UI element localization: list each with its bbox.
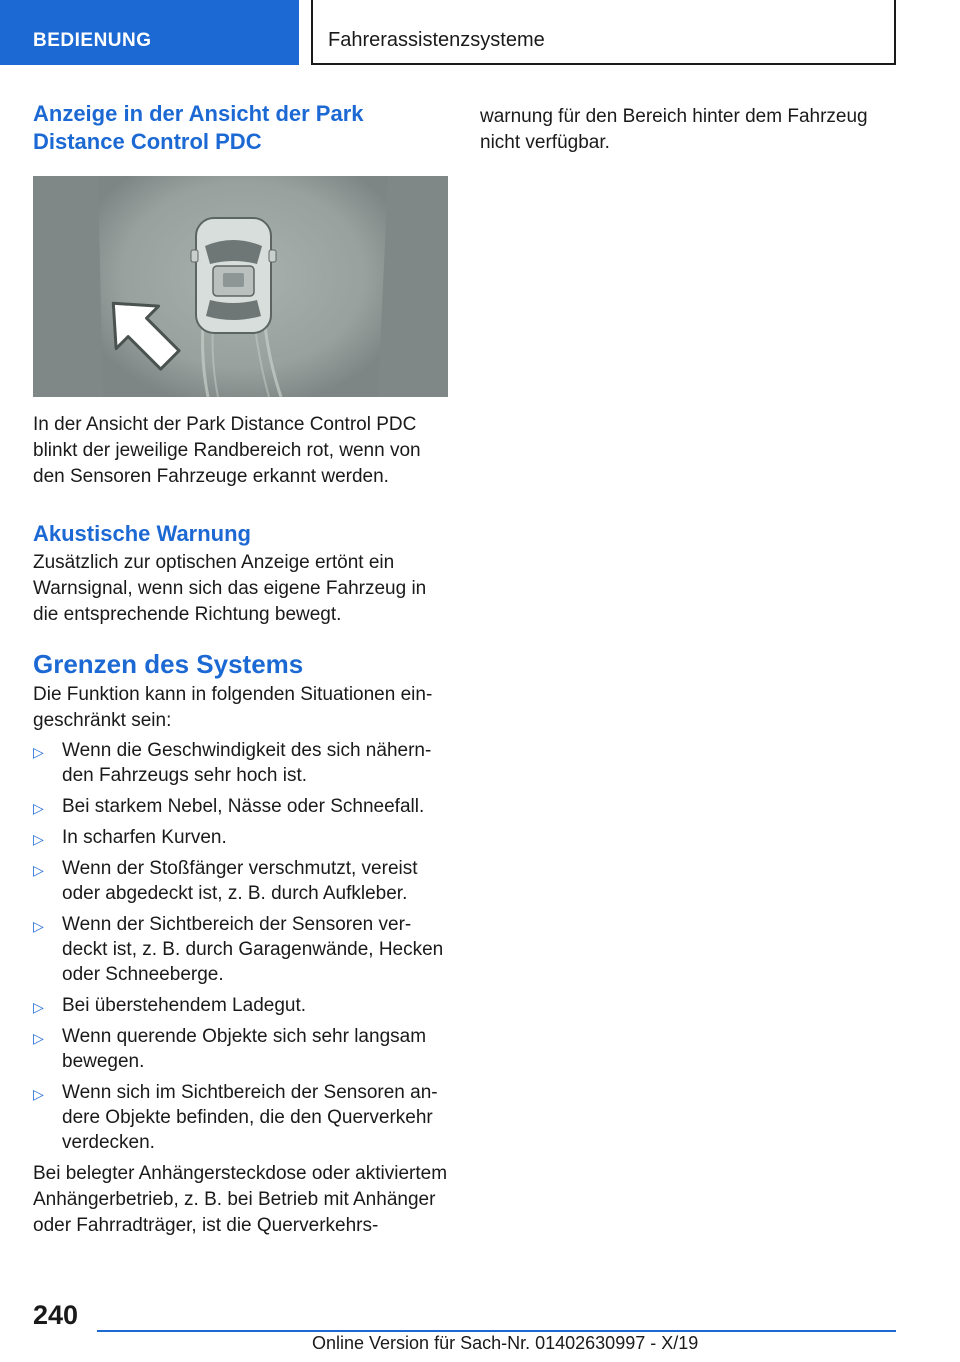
- list-item: ▷ Wenn sich im Sichtbereich der Sensoren andere Objekte befinden, die den Querverkehr verdecken.: [33, 1082, 438, 1153]
- triangle-bullet-icon: ▷: [33, 831, 44, 847]
- header-section-tab: [0, 0, 299, 65]
- paragraph-continued: warnung für den Bereich hinter dem Fahrzeug nicht verfügbar.: [480, 106, 868, 153]
- triangle-bullet-icon: ▷: [33, 800, 44, 816]
- paragraph-trailer: Bei belegter Anhängersteckdose oder aktiviertem Anhängerbetrieb, z. B. bei Betrieb mit Anhänger oder Fahrradträger, ist die Querverkehrs-: [33, 1163, 448, 1236]
- triangle-bullet-icon: ▷: [33, 744, 44, 760]
- heading-system-limits: Grenzen des Systems: [33, 649, 304, 679]
- page-number: 240: [33, 1300, 79, 1330]
- left-column: [33, 100, 448, 1239]
- list-item: ▷ Bei starkem Nebel, Nässe oder Schneefall.: [33, 794, 448, 819]
- list-item: ▷ Wenn querende Objekte sich sehr langsam bewegen.: [33, 1026, 427, 1072]
- heading-pdc-view: Anzeige in der Ansicht der Park Distance Control PDC: [33, 101, 364, 154]
- triangle-bullet-icon: ▷: [33, 1086, 44, 1102]
- triangle-bullet-icon: ▷: [33, 1030, 44, 1046]
- paragraph-acoustic: Zusätzlich zur optischen Anzeige ertönt ein Warnsignal, wenn sich das eigene Fahrzeug in die entsprechende Richtung bewegt.: [33, 552, 427, 625]
- chapter-title: Fahrerassistenzsysteme: [328, 29, 545, 51]
- list-item: ▷ Wenn die Geschwindigkeit des sich nähernden Fahrzeugs sehr hoch ist.: [33, 740, 432, 786]
- list-item: ▷ In scharfen Kurven.: [33, 825, 448, 850]
- triangle-bullet-icon: ▷: [33, 862, 44, 878]
- header-chapter-box: [311, 0, 896, 65]
- list-item: ▷ Wenn der Sichtbereich der Sensoren verdeckt ist, z. B. durch Garagenwände, Hecken oder Schneeberge.: [33, 914, 444, 985]
- footer-online-version: Online Version für Sach-Nr. 01402630997 - X/19: [312, 1333, 699, 1353]
- footer-divider: [97, 1330, 896, 1332]
- section-title: BEDIENUNG: [33, 30, 152, 51]
- limits-list: [33, 738, 448, 1155]
- heading-acoustic-warning: Akustische Warnung: [33, 521, 251, 546]
- list-item: ▷ Wenn der Stoßfänger verschmutzt, vereist oder abgedeckt ist, z. B. durch Aufkleber.: [33, 858, 418, 904]
- list-item: ▷ Bei überstehendem Ladegut.: [33, 993, 448, 1018]
- triangle-bullet-icon: ▷: [33, 999, 44, 1015]
- triangle-bullet-icon: ▷: [33, 918, 44, 934]
- paragraph-pdc: In der Ansicht der Park Distance Control PDC blinkt der jeweilige Randbereich rot, wenn von den Sensoren Fahrzeuge erkannt werden.: [33, 414, 421, 487]
- paragraph-limits: Die Funktion kann in folgenden Situationen eingeschränkt sein:: [33, 684, 433, 731]
- parking-view-car-icon: [33, 176, 448, 397]
- right-column: [480, 104, 900, 156]
